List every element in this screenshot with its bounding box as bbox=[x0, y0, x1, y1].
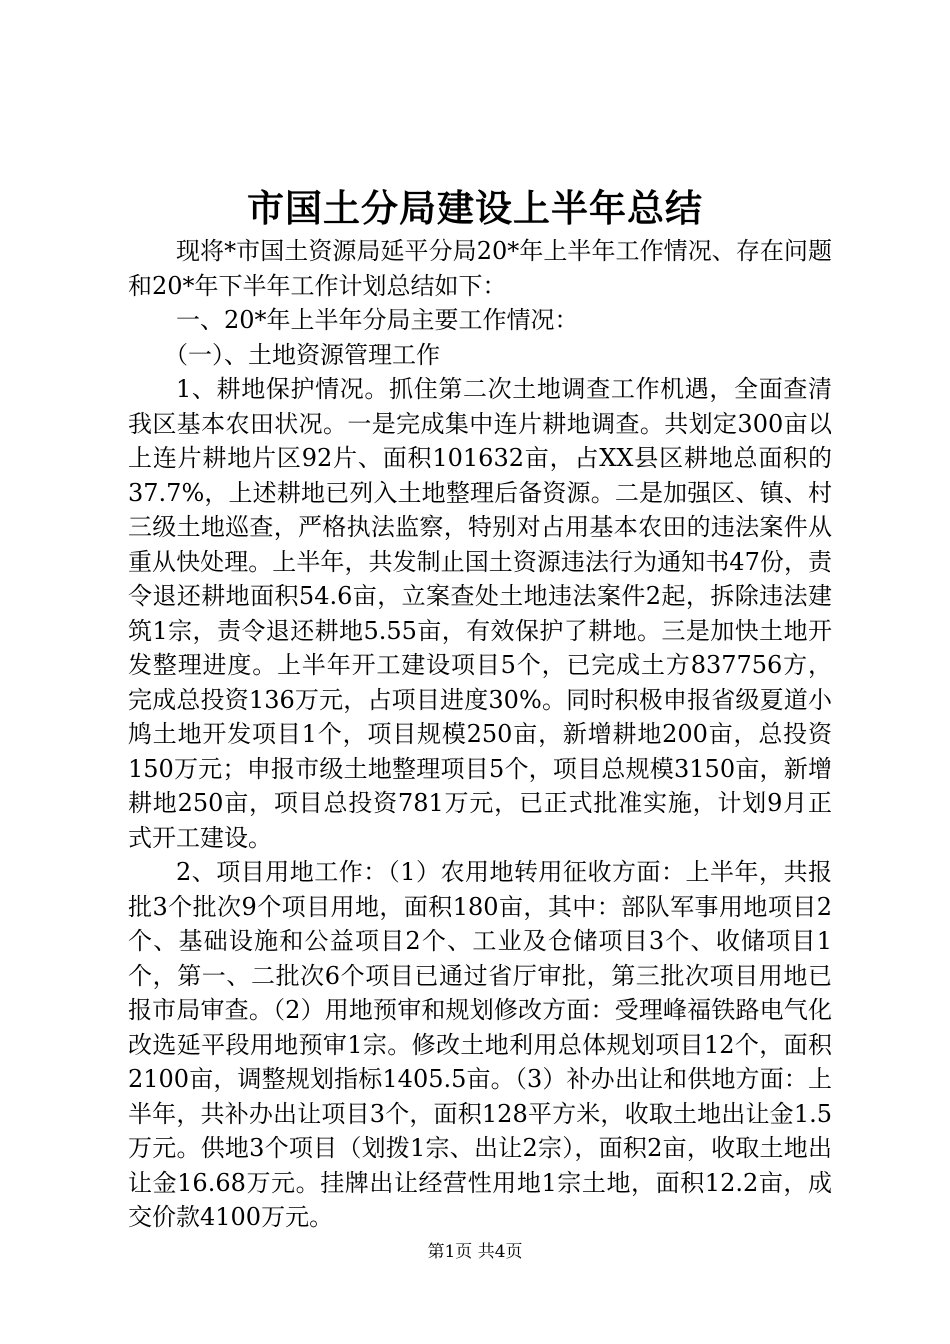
paragraph-project-land-use: 2、项目用地工作：（1）农用地转用征收方面：上半年，共报批3个批次9个项目用地，面积180亩，其中：部队军事用地项目2个、基础设施和公益项目2个、工业及仓储项目3个、收储项目1个，第一、二批次6个项目已通过省厅审批，第三批次项目用地已报市局审查。（2）用地预审和规划修改方面：受理峰福铁路电气化改选延平段用地预审1宗。修改土地利用总体规划项目12个，面积2100亩，调整规划指标1405.5亩。（3）补办出让和供地方面：上半年，共补办出让项目3个，面积128平方米，收取土地出让金1.5万元。供地3个项目（划拨1宗、出让2宗），面积2亩，收取土地出让金16.68万元。挂牌出让经营性用地1宗土地，面积12.2亩，成交价款4100万元。 bbox=[128, 858, 832, 1231]
page-title: 市国土分局建设上半年总结 bbox=[247, 186, 703, 230]
subsection-heading: （一）、土地资源管理工作 bbox=[164, 340, 440, 369]
intro-paragraph: 现将*市国土资源局延平分局20*年上半年工作情况、存在问题和20*年下半年工作计划总结如下： bbox=[128, 237, 832, 300]
paragraph-farmland-protection: 1、耕地保护情况。抓住第二次土地调查工作机遇，全面查清我区基本农田状况。一是完成集中连片耕地调查。共划定300亩以上连片耕地片区92片、面积101632亩，占XX县区耕地总面积的37.7%，上述耕地已列入土地整理后备资源。二是加强区、镇、村三级土地巡查，严格执法监察，特别对占用基本农田的违法案件从重从快处理。上半年，共发制止国土资源违法行为通知书47份，责令退还耕地面积54.6亩，立案查处土地违法案件2起，拆除违法建筑1宗，责令退还耕地5.55亩，有效保护了耕地。三是加快土地开发整理进度。上半年开工建设项目5个，已完成土方837756方，完成总投资136万元，占项目进度30%。同时积极申报省级夏道小鸠土地开发项目1个，项目规模250亩，新增耕地200亩，总投资150万元；申报市级土地整理项目5个，项目总规模3150亩，新增耕地250亩，项目总投资781万元，已正式批准实施，计划9月正式开工建设。 bbox=[128, 375, 832, 852]
document-body bbox=[128, 234, 832, 1235]
page-footer: 第1页 共4页 bbox=[427, 1242, 523, 1262]
section-heading: 一、20*年上半年分局主要工作情况： bbox=[176, 306, 579, 334]
